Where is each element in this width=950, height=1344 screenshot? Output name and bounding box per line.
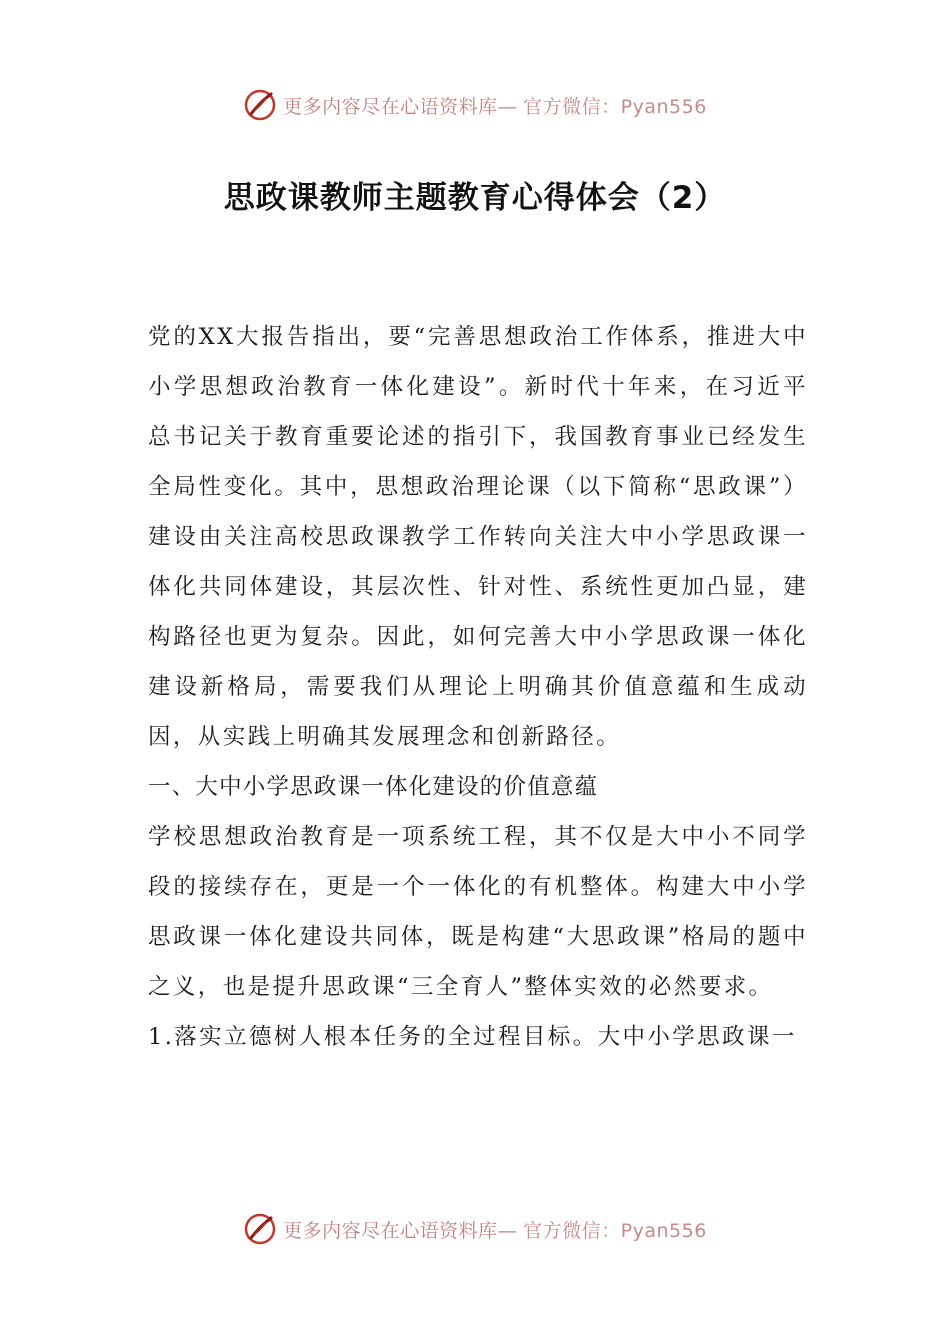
- document-title: 思政课教师主题教育心得体会（2）: [223, 180, 727, 216]
- paragraph-section-1: 学校思想政治教育是一项系统工程，其不仅是大中小不同学段的接续存在，更是一个一体化的有机整体。构建大中小学思政课一体化建设共同体，既是构建“大思政课”格局的题中之义，也是提升思政课“三全育人”整体实效的必然要求。: [148, 824, 808, 1000]
- watermark-wechat: 官方微信：Pyan556: [523, 1219, 707, 1242]
- document-body: [148, 312, 808, 1062]
- paragraph-intro: 党的XX大报告指出，要“完善思想政治工作体系，推进大中小学思想政治教育一体化建设”。新时代十年来，在习近平总书记关于教育重要论述的指引下，我国教育事业已经发生全局性变化。其中，思想政治理论课（以下简称“思政课”）建设由关注高校思政课教学工作转向关注大中小学思政课一体化共同体建设，其层次性、针对性、系统性更加凸显，建构路径也更为复杂。因此，如何完善大中小学思政课一体化建设新格局，需要我们从理论上明确其价值意蕴和生成动因，从实践上明确其发展理念和创新路径。: [148, 324, 808, 750]
- header-watermark: [0, 88, 950, 122]
- watermark-text: 更多内容尽在心语资料库—: [283, 95, 518, 118]
- watermark-text: 更多内容尽在心语资料库—: [283, 1219, 518, 1242]
- paragraph-point-1: 1.落实立德树人根本任务的全过程目标。大中小学思政课一: [148, 1024, 797, 1050]
- section-heading: 一、大中小学思政课一体化建设的价值意蕴: [148, 774, 599, 800]
- watermark-wechat: 官方微信：Pyan556: [523, 95, 707, 118]
- footer-watermark: [0, 1212, 950, 1246]
- quill-logo-icon: [243, 88, 277, 122]
- quill-logo-icon: [243, 1212, 277, 1246]
